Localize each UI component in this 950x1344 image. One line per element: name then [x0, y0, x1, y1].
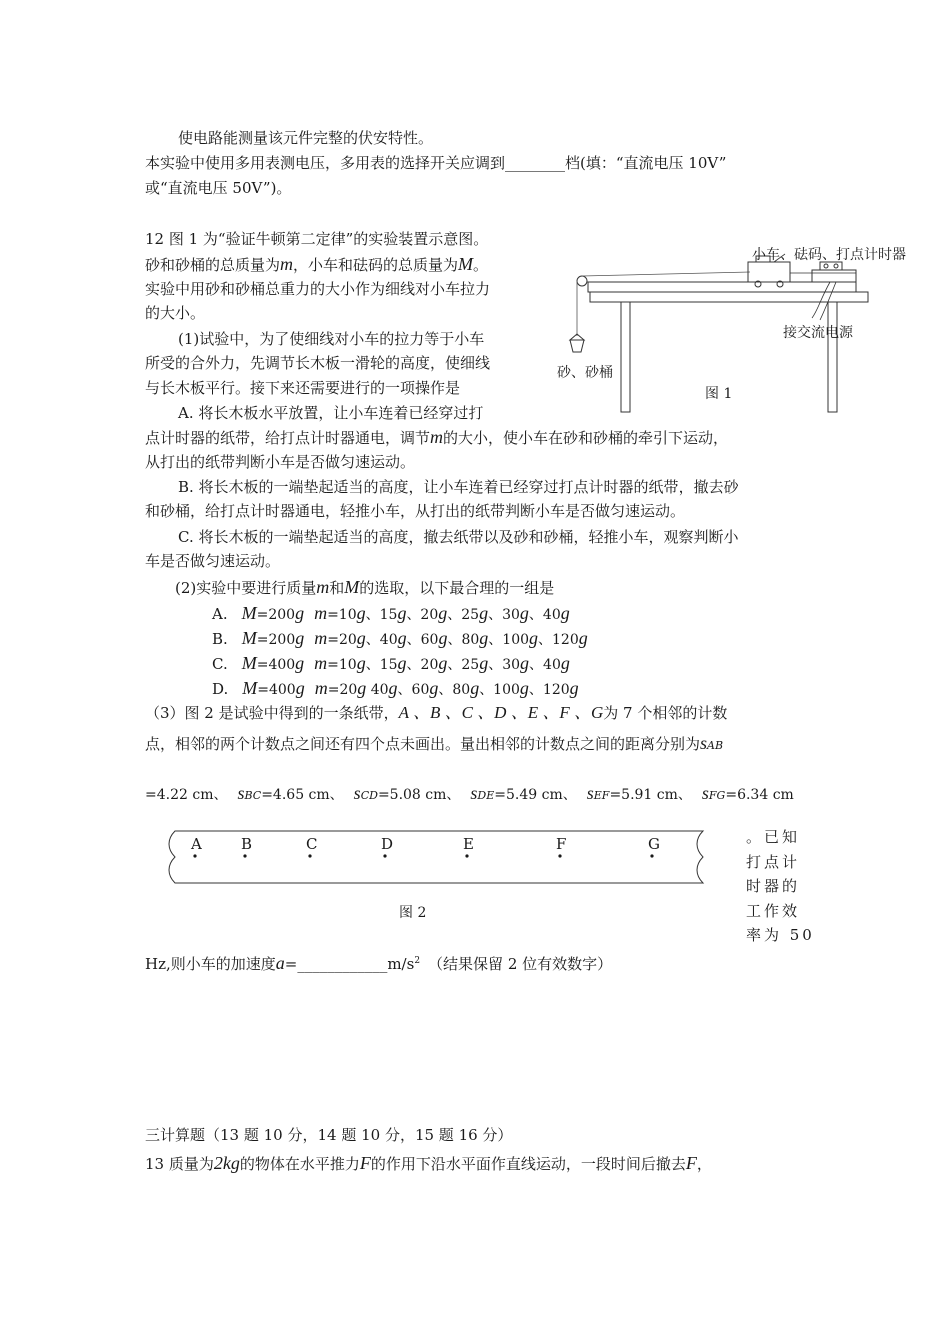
- tape-point-label: A: [191, 835, 202, 853]
- q12-option-c: 车是否做匀速运动。: [145, 552, 281, 570]
- fig1-label-sand: 砂、砂桶: [557, 365, 613, 381]
- power-cord: [812, 282, 830, 318]
- tape-point-label: B: [241, 835, 253, 853]
- side-text-line: 率为 50: [746, 926, 815, 944]
- tape-point-label: F: [556, 835, 567, 853]
- q12-part1: 与长木板平行。接下来还需要进行的一项操作是: [145, 379, 461, 397]
- tape-point-label: C: [306, 835, 318, 853]
- q12-final-line: Hz,则小车的加速度$a=\_\_\_\_\_\_\_\_\_\_\_\_m/s^2$ （结果保留 2 位有效数字）: [145, 953, 613, 973]
- q12-part3: 点，相邻的两个计数点之间还有四个点未画出。量出相邻的计数点之间的距离分别为sAB: [145, 733, 724, 753]
- mass-choice: A. M=200g m=10g、15g、20g、25g、30g、40g: [212, 603, 570, 623]
- q12-part2: (2)实验中要进行质量m和M的选取，以下最合理的一组是: [175, 577, 555, 597]
- mass-choice: D. M=400g m=20g 40g、60g、80g、100g、120g: [212, 678, 579, 698]
- distance-value: =5.91 cm、: [609, 787, 692, 803]
- string: [582, 272, 750, 276]
- table-leg: [621, 302, 630, 412]
- side-text-line: 工作效: [746, 901, 801, 920]
- section-3-title: 三计算题（13 题 10 分，14 题 10 分，15 题 16 分）: [145, 1126, 513, 1144]
- distance-value: =5.08 cm、: [377, 787, 461, 803]
- fig1-label-power: 接交流电源: [783, 325, 853, 341]
- q12-option-b: B. 将长木板的一端垫起适当的高度，让小车连着已经穿过打点计时器的纸带，撤去砂: [178, 478, 739, 496]
- tape-dot: [243, 854, 246, 857]
- cart: [748, 262, 790, 282]
- q12-line: 的大小。: [145, 304, 206, 322]
- tape-dot: [383, 854, 386, 857]
- q12-line: 实验中用砂和砂桶总重力的大小作为细线对小车拉力: [145, 280, 491, 298]
- q12-option-c: C. 将长木板的一端垫起适当的高度，撤去纸带以及砂和砂桶，轻推小车，观察判断小: [178, 528, 739, 546]
- q12-part1: (1)试验中，为了使细线对小车的拉力等于小车: [178, 330, 485, 348]
- intro-line: 使电路能测量该元件完整的伏安特性。: [178, 129, 434, 147]
- sand-bucket: [570, 340, 584, 352]
- fig1-label-cart: 小车、砝码、打点计时器: [752, 247, 906, 263]
- distance-value: =4.22 cm、: [145, 787, 228, 803]
- tape-point-label: D: [381, 835, 394, 853]
- tape-dot: [308, 854, 311, 857]
- distance-value: =6.34 cm: [725, 787, 794, 803]
- side-text-line: 打点计: [746, 852, 801, 871]
- distance-value: =5.49 cm、: [494, 787, 577, 803]
- tape-point-label: E: [463, 835, 474, 853]
- q12-option-a: 从打出的纸带判断小车是否做匀速运动。: [145, 453, 416, 471]
- q13-line: 13 质量为2kg的物体在水平推力F的作用下沿水平面作直线运动，一段时间后撤去F，: [145, 1153, 712, 1173]
- timer: [812, 270, 856, 282]
- tape-dot: [193, 854, 196, 857]
- q12-part3: （3）图 2 是试验中得到的一条纸带，A 、B 、C 、D 、E 、F 、G为 7 个相邻的计数: [145, 703, 728, 722]
- distance-value: =4.65 cm、: [261, 787, 344, 803]
- table-top: [590, 292, 868, 302]
- side-text-line: 时器的: [746, 877, 801, 895]
- q11-line: 本实验中使用多用表测电压，多用表的选择开关应调到________档(填：“直流电压 10V”: [145, 154, 727, 172]
- pulley: [577, 276, 587, 286]
- q12-option-b: 和砂桶，给打点计时器通电，轻推小车，从打出的纸带判断小车是否做匀速运动。: [145, 502, 686, 520]
- q12-option-a: A. 将长木板水平放置，让小车连着已经穿过打: [178, 404, 484, 422]
- q12-line: 12 图 1 为“验证牛顿第二定律”的实验装置示意图。: [145, 230, 489, 248]
- tape-dot: [558, 854, 561, 857]
- long-board: [588, 282, 856, 292]
- fig1-caption: 图 1: [705, 386, 733, 402]
- q12-line: 砂和砂桶的总质量为m，小车和砝码的总质量为M。: [145, 254, 489, 274]
- figure-2-paper-tape: [155, 825, 715, 895]
- q12-option-a: 点计时器的纸带，给打点计时器通电，调节m的大小，使小车在砂和砂桶的牵引下运动，: [145, 427, 729, 447]
- q11-line: 或“直流电压 50V”)。: [145, 179, 292, 197]
- q12-part1: 所受的合外力，先调节长木板一滑轮的高度，使细线: [145, 354, 491, 372]
- tape-dot: [650, 854, 653, 857]
- mass-choice: B. M=200g m=20g、40g、60g、80g、100g、120g: [212, 628, 588, 648]
- distance-list: =4.22 cm、 sBC=4.65 cm、 sCD=5.08 cm、 sDE=5.49 cm、 sEF=5.91 cm、 sFG=6.34 cm: [145, 783, 794, 803]
- fig2-caption: 图 2: [399, 905, 427, 921]
- table-leg: [828, 302, 837, 412]
- tape-dot: [465, 854, 468, 857]
- mass-choice: C. M=400g m=10g、15g、20g、25g、30g、40g: [212, 653, 570, 673]
- tape-point-label: G: [648, 835, 660, 853]
- side-text-line: 。已知: [746, 828, 801, 846]
